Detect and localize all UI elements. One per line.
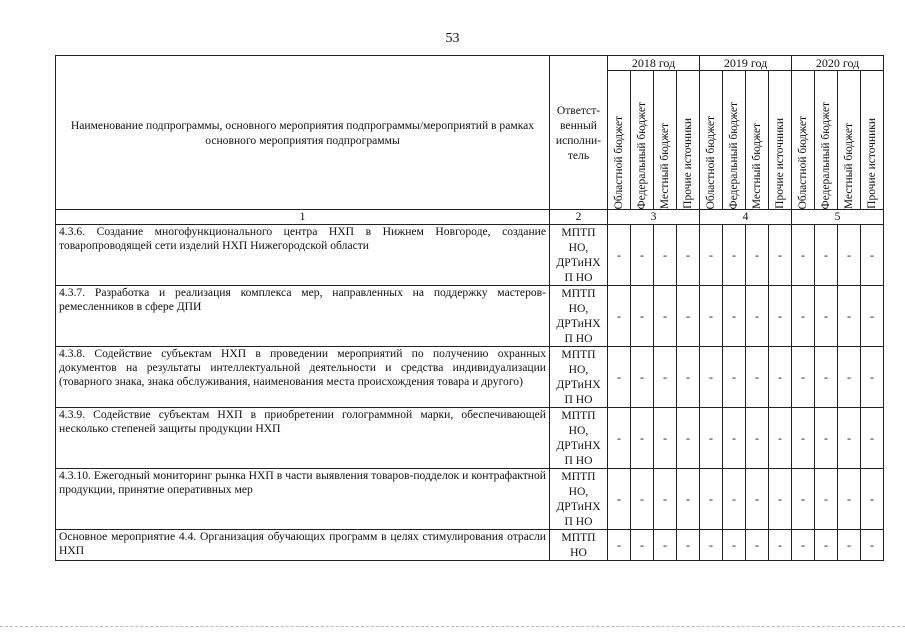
budget-value-cell: - — [746, 408, 769, 469]
budget-other-header: Прочие источники — [861, 71, 884, 210]
budget-value-cell: - — [654, 347, 677, 408]
budget-value-cell: - — [746, 347, 769, 408]
budget-value-cell: - — [654, 225, 677, 286]
budget-value-cell: - — [723, 530, 746, 561]
budget-value-cell: - — [723, 347, 746, 408]
activity-name: Основное мероприятие 4.4. Организация обучающих программ в целях стимулирования отрасли НХП — [56, 530, 550, 561]
budget-value-cell: - — [723, 286, 746, 347]
budget-value-cell: - — [723, 408, 746, 469]
activity-name: 4.3.10. Ежегодный мониторинг рынка НХП в части выявления товаров-подделок и контрафактной продукции, принятие оперативных мер — [56, 469, 550, 530]
budget-value-cell: - — [838, 347, 861, 408]
table-row — [56, 225, 884, 286]
budget-value-cell: - — [700, 469, 723, 530]
budget-value-cell: - — [700, 347, 723, 408]
budget-regional-header: Областной бюджет — [792, 71, 815, 210]
table-header — [56, 56, 884, 225]
budget-value-cell: - — [815, 408, 838, 469]
budget-value-cell: - — [792, 286, 815, 347]
budget-value-cell: - — [631, 469, 654, 530]
activity-name: 4.3.8. Содействие субъектам НХП в проведении мероприятий по получению охранных документов на результаты интеллектуальной деятельности и средства индивидуализации (товарного знака, знака обслуживания, наименования места происхождения товара и другого) — [56, 347, 550, 408]
budget-value-cell: - — [677, 347, 700, 408]
table-row — [56, 408, 884, 469]
budget-value-cell: - — [815, 347, 838, 408]
budget-value-cell: - — [838, 286, 861, 347]
budget-value-cell: - — [746, 286, 769, 347]
budget-local-header: Местный бюджет — [654, 71, 677, 210]
budget-value-cell: - — [792, 469, 815, 530]
budget-value-cell: - — [769, 286, 792, 347]
responsible-column-header: Ответст- венный исполни- тель — [550, 56, 608, 210]
name-column-header: Наименование подпрограммы, основного мероприятия подпрограммы/мероприятий в рамках основного мероприятия подпрограммы — [56, 56, 550, 210]
budget-value-cell: - — [815, 225, 838, 286]
budget-value-cell: - — [861, 347, 884, 408]
budget-value-cell: - — [654, 469, 677, 530]
budget-value-cell: - — [631, 225, 654, 286]
budget-value-cell: - — [631, 408, 654, 469]
budget-value-cell: - — [815, 530, 838, 561]
budget-value-cell: - — [608, 530, 631, 561]
budget-value-cell: - — [861, 530, 884, 561]
table-row — [56, 469, 884, 530]
budget-value-cell: - — [815, 286, 838, 347]
activity-name: 4.3.7. Разработка и реализация комплекса мер, направленных на поддержку мастеров-ремесленников в сфере ДПИ — [56, 286, 550, 347]
page-number: 53 — [445, 31, 460, 46]
budget-value-cell: - — [746, 225, 769, 286]
budget-value-cell: - — [838, 469, 861, 530]
budget-value-cell: - — [723, 225, 746, 286]
budget-value-cell: - — [861, 286, 884, 347]
budget-value-cell: - — [769, 225, 792, 286]
column-number: 1 — [56, 210, 550, 225]
table-row — [56, 286, 884, 347]
responsible-executor: МПТП НО, ДРТиНХ П НО — [550, 347, 608, 408]
activity-name: 4.3.9. Содействие субъектам НХП в приобретении голограммной марки, обеспечивающей несколько степеней защиты продукции НХП — [56, 408, 550, 469]
table-row — [56, 347, 884, 408]
budget-value-cell: - — [861, 225, 884, 286]
responsible-executor: МПТП НО, ДРТиНХ П НО — [550, 408, 608, 469]
budget-value-cell: - — [861, 469, 884, 530]
budget-regional-header: Областной бюджет — [608, 71, 631, 210]
budget-value-cell: - — [654, 408, 677, 469]
budget-value-cell: - — [769, 408, 792, 469]
budget-value-cell: - — [746, 469, 769, 530]
budget-federal-header: Федеральный бюджет — [815, 71, 838, 210]
budget-value-cell: - — [700, 225, 723, 286]
budget-value-cell: - — [631, 286, 654, 347]
column-number: 3 — [608, 210, 700, 225]
budget-value-cell: - — [792, 408, 815, 469]
column-number: 5 — [792, 210, 884, 225]
responsible-executor: МПТП НО, ДРТиНХ П НО — [550, 469, 608, 530]
budget-value-cell: - — [792, 225, 815, 286]
column-number-row — [56, 210, 884, 225]
budget-value-cell: - — [746, 530, 769, 561]
budget-local-header: Местный бюджет — [746, 71, 769, 210]
budget-value-cell: - — [861, 408, 884, 469]
budget-value-cell: - — [769, 347, 792, 408]
table-row — [56, 530, 884, 561]
budget-value-cell: - — [654, 530, 677, 561]
budget-value-cell: - — [677, 225, 700, 286]
budget-value-cell: - — [677, 286, 700, 347]
budget-value-cell: - — [700, 530, 723, 561]
budget-other-header: Прочие источники — [677, 71, 700, 210]
budget-value-cell: - — [792, 530, 815, 561]
budget-value-cell: - — [654, 286, 677, 347]
budget-value-cell: - — [608, 469, 631, 530]
year-2019-header: 2019 год — [700, 56, 792, 71]
budget-value-cell: - — [677, 530, 700, 561]
responsible-executor: МПТП НО — [550, 530, 608, 561]
budget-local-header: Местный бюджет — [838, 71, 861, 210]
table-body — [56, 225, 884, 561]
budget-federal-header: Федеральный бюджет — [723, 71, 746, 210]
budget-value-cell: - — [769, 530, 792, 561]
budget-value-cell: - — [677, 408, 700, 469]
budget-value-cell: - — [608, 286, 631, 347]
budget-regional-header: Областной бюджет — [700, 71, 723, 210]
budget-value-cell: - — [723, 469, 746, 530]
year-2020-header: 2020 год — [792, 56, 884, 71]
budget-value-cell: - — [792, 347, 815, 408]
responsible-executor: МПТП НО, ДРТиНХ П НО — [550, 286, 608, 347]
budget-value-cell: - — [769, 469, 792, 530]
year-2018-header: 2018 год — [608, 56, 700, 71]
budget-value-cell: - — [838, 530, 861, 561]
page-edge-line — [0, 626, 905, 627]
budget-value-cell: - — [631, 347, 654, 408]
budget-value-cell: - — [608, 225, 631, 286]
responsible-executor: МПТП НО, ДРТиНХ П НО — [550, 225, 608, 286]
budget-value-cell: - — [838, 408, 861, 469]
budget-value-cell: - — [608, 408, 631, 469]
budget-value-cell: - — [677, 469, 700, 530]
program-table — [55, 55, 884, 561]
column-number: 4 — [700, 210, 792, 225]
column-number: 2 — [550, 210, 608, 225]
budget-value-cell: - — [815, 469, 838, 530]
budget-value-cell: - — [838, 225, 861, 286]
budget-value-cell: - — [700, 408, 723, 469]
budget-value-cell: - — [608, 347, 631, 408]
budget-other-header: Прочие источники — [769, 71, 792, 210]
activity-name: 4.3.6. Создание многофункционального центра НХП в Нижнем Новгороде, создание товаропроводящей сети изделий НХП Нижегородской области — [56, 225, 550, 286]
budget-federal-header: Федеральный бюджет — [631, 71, 654, 210]
budget-value-cell: - — [631, 530, 654, 561]
budget-value-cell: - — [700, 286, 723, 347]
